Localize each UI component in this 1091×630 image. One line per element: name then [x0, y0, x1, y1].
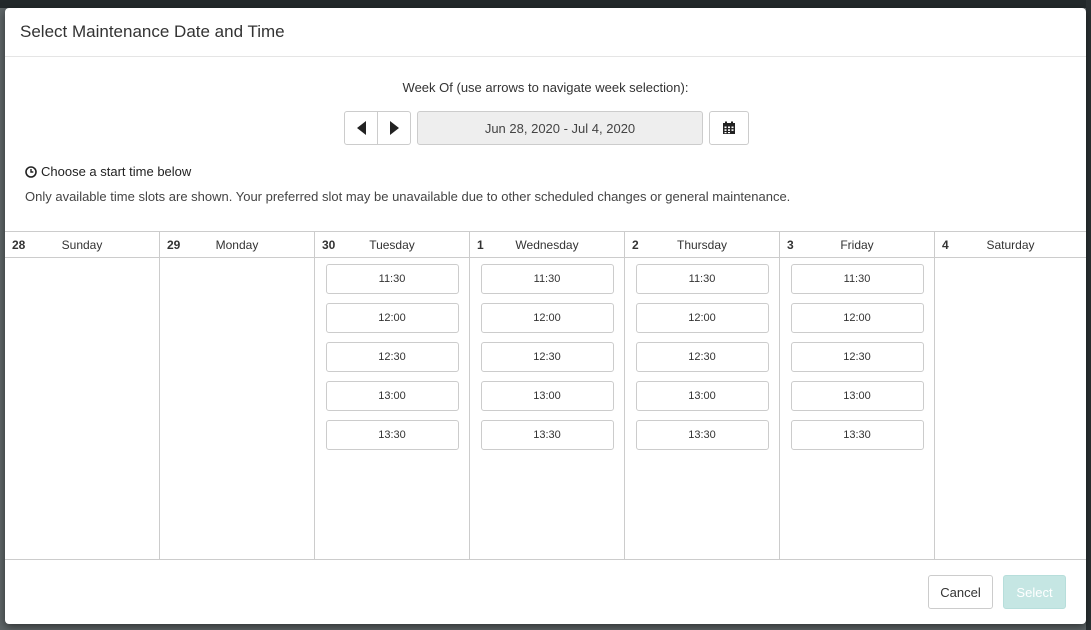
time-slot-button[interactable]: 13:00: [326, 381, 459, 411]
time-slot-button[interactable]: 13:30: [481, 420, 614, 450]
select-button[interactable]: Select: [1003, 575, 1066, 609]
time-slot-button[interactable]: 11:30: [791, 264, 924, 294]
page-backdrop-bar: [0, 0, 1091, 8]
day-column: [160, 232, 315, 559]
time-slot-button[interactable]: 12:30: [481, 342, 614, 372]
next-week-button[interactable]: [378, 111, 411, 145]
time-slot-button[interactable]: 13:00: [791, 381, 924, 411]
previous-week-button[interactable]: [344, 111, 378, 145]
day-column: [625, 232, 780, 559]
day-header: [5, 232, 159, 258]
calendar-button[interactable]: [709, 111, 749, 145]
day-column: [780, 232, 935, 559]
day-number: 29: [167, 238, 181, 252]
day-header: [780, 232, 934, 258]
day-name: Friday: [840, 238, 874, 252]
day-number: 3: [787, 238, 794, 252]
time-slot-button[interactable]: 11:30: [481, 264, 614, 294]
day-number: 30: [322, 238, 336, 252]
time-slot-button[interactable]: 13:30: [636, 420, 769, 450]
time-slot-list: [625, 258, 779, 450]
time-slot-list: [315, 258, 469, 450]
day-column: [935, 232, 1086, 559]
time-slot-button[interactable]: 12:30: [326, 342, 459, 372]
time-slot-list: [160, 258, 314, 264]
time-slot-button[interactable]: 12:00: [481, 303, 614, 333]
time-slot-button[interactable]: 12:00: [326, 303, 459, 333]
time-slot-button[interactable]: 12:00: [791, 303, 924, 333]
day-name: Monday: [215, 238, 259, 252]
modal-title: Select Maintenance Date and Time: [20, 22, 285, 41]
time-slot-button[interactable]: 13:30: [326, 420, 459, 450]
calendar-icon: [722, 121, 736, 135]
week-caption: Week Of (use arrows to navigate week selection):: [402, 80, 689, 95]
page-backdrop-edge: [1086, 0, 1091, 630]
choose-start-time: [25, 164, 191, 179]
cancel-button[interactable]: Cancel: [928, 575, 993, 609]
day-column: [315, 232, 470, 559]
availability-note: Only available time slots are shown. Your preferred slot may be unavailable due to other scheduled changes or general maintenance.: [25, 189, 791, 204]
day-name: Wednesday: [515, 238, 579, 252]
day-number: 2: [632, 238, 639, 252]
modal-footer: [5, 559, 1086, 624]
day-name: Sunday: [61, 238, 103, 252]
day-column: [5, 232, 160, 559]
week-arrow-group: [344, 111, 411, 145]
time-slot-button[interactable]: 13:00: [481, 381, 614, 411]
time-slot-button[interactable]: 13:00: [636, 381, 769, 411]
week-navigation: [344, 111, 749, 145]
time-slot-button[interactable]: 13:30: [791, 420, 924, 450]
day-header: [315, 232, 469, 258]
time-slot-button[interactable]: 11:30: [326, 264, 459, 294]
day-name: Thursday: [676, 238, 728, 252]
day-number: 1: [477, 238, 484, 252]
time-slot-list: [5, 258, 159, 264]
day-header: [160, 232, 314, 258]
week-range-display: Jun 28, 2020 - Jul 4, 2020: [417, 111, 703, 145]
choose-start-time-label: Choose a start time below: [41, 164, 192, 179]
time-slot-list: [470, 258, 624, 450]
triangle-left-icon: [357, 121, 366, 135]
time-slot-button[interactable]: 12:30: [791, 342, 924, 372]
time-slot-button[interactable]: 12:00: [636, 303, 769, 333]
time-slot-button[interactable]: 11:30: [636, 264, 769, 294]
day-header: [625, 232, 779, 258]
day-name: Tuesday: [369, 238, 415, 252]
modal-header: [5, 8, 1086, 57]
triangle-right-icon: [390, 121, 399, 135]
time-slot-button[interactable]: 12:30: [636, 342, 769, 372]
clock-icon: [25, 166, 37, 178]
time-slot-list: [780, 258, 934, 450]
week-calendar: [5, 231, 1086, 560]
day-header: [470, 232, 624, 258]
time-slot-list: [935, 258, 1086, 264]
maintenance-modal: [5, 8, 1086, 624]
day-header: [935, 232, 1086, 258]
day-column: [470, 232, 625, 559]
day-name: Saturday: [986, 238, 1035, 252]
day-number: 4: [942, 238, 949, 252]
day-number: 28: [12, 238, 26, 252]
